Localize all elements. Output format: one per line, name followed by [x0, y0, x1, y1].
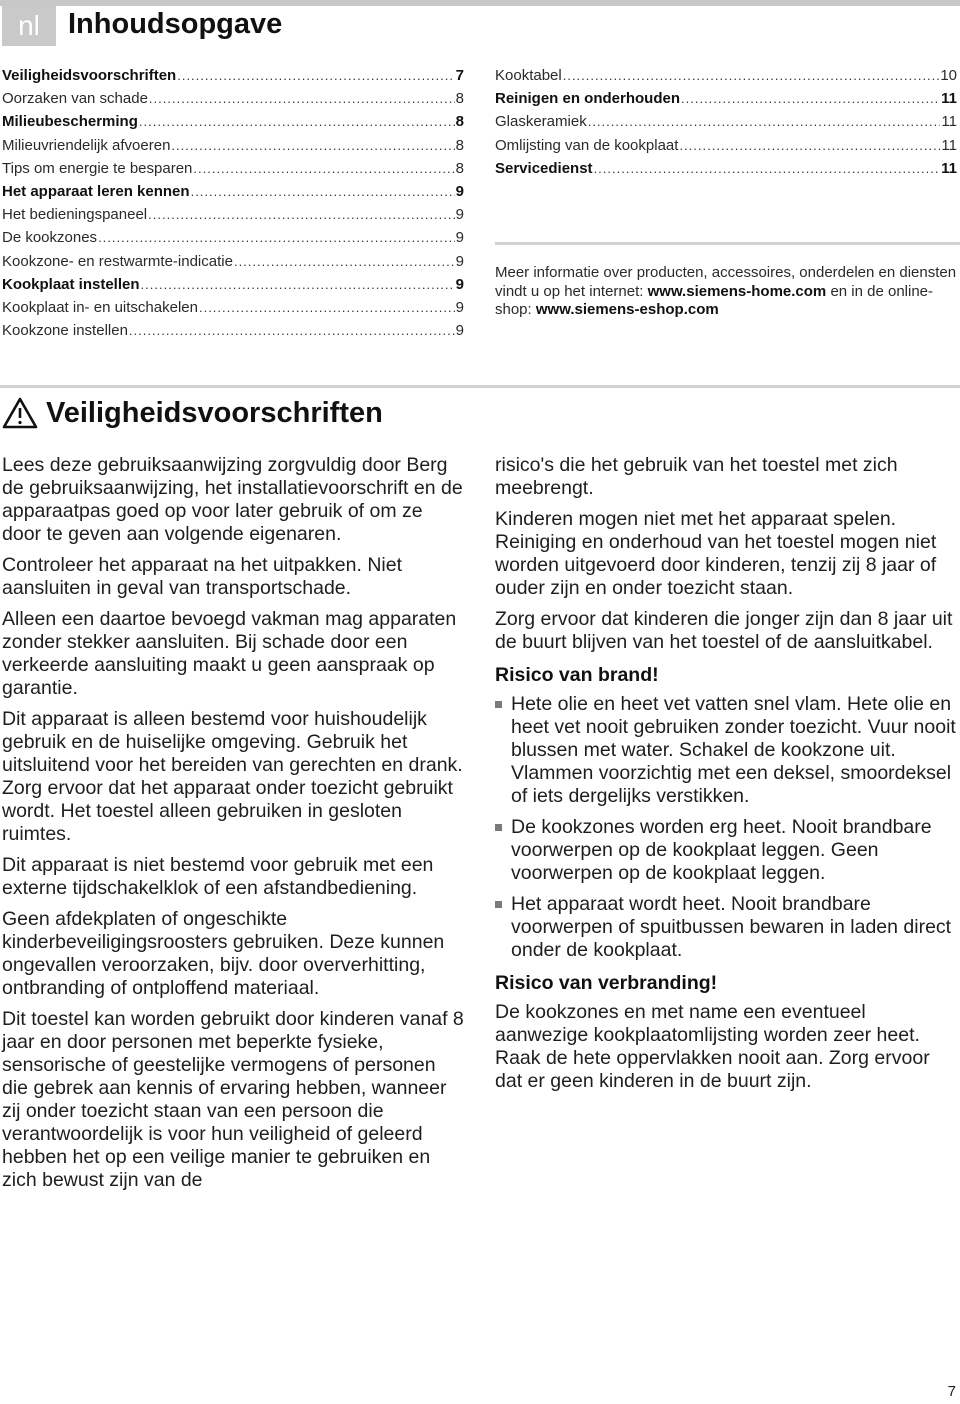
toc-entry-page: 9	[455, 229, 464, 247]
toc-entry[interactable]	[2, 180, 464, 203]
toc-entry-page: 11	[941, 90, 957, 108]
toc-leader-dots	[149, 87, 455, 110]
toc-entry-title: Kookzone- en restwarmte-indicatie	[2, 252, 233, 270]
toc-entry-page: 9	[455, 322, 464, 340]
safety-paragraph: Geen afdekplaten of ongeschikte kinderbeveiligingsroosters gebruiken. Deze kunnen ongevallen veroorzaken, bijv. door oververhitting, ontbranding of ontploffend materiaal.	[2, 908, 445, 999]
fire-risk-bullet	[495, 693, 957, 808]
language-badge: nl	[2, 6, 56, 46]
toc-entry-title: Milieubescherming	[2, 113, 138, 131]
siemens-home-link[interactable]: www.siemens-home.com	[647, 282, 827, 300]
toc-entry-page: 9	[455, 298, 464, 316]
toc-entry-page: 9	[455, 275, 464, 293]
toc-entry-title: Oorzaken van schade	[2, 90, 148, 108]
toc-leader-dots	[234, 250, 455, 273]
toc-leader-dots	[199, 296, 455, 319]
fire-risk-bullet-text: De kookzones worden erg heet. Nooit brandbare voorwerpen op de kookplaat leggen. Geen voorwerpen op de kookplaat leggen.	[511, 816, 932, 884]
toc-entry-page: 9	[455, 252, 464, 270]
bullet-square-icon	[495, 701, 502, 708]
more-info-intro: Meer informatie over producten, accessoires, onderdelen en diensten vindt u op het internet:	[495, 264, 957, 300]
toc-entry-page: 9	[455, 206, 464, 224]
safety-right-column	[495, 454, 957, 1101]
bullet-square-icon	[495, 901, 502, 908]
safety-left-column	[2, 454, 464, 1200]
toc-entry-title: De kookzones	[2, 229, 98, 247]
safety-paragraph: Dit apparaat is alleen bestemd voor huishoudelijk gebruik en de huiselijke omgeving. Gebruik het uitsluitend voor het bereiden van gerechten en drank. Zorg ervoor dat het apparaat onder toezicht gebruikt wordt. Het toestel alleen gebruiken in gesloten ruimtes.	[2, 708, 463, 845]
toc-entry-page: 7	[455, 67, 464, 84]
safety-paragraph: Controleer het apparaat na het uitpakken. Niet aansluiten in geval van transportschade.	[2, 554, 403, 599]
more-info-text	[495, 264, 957, 320]
toc-entry-page: 8	[455, 90, 464, 108]
toc-left-column	[2, 64, 464, 342]
fire-risk-bullet	[495, 816, 957, 885]
toc-entry[interactable]	[2, 64, 464, 87]
toc-entry-page: 8	[455, 113, 464, 131]
toc-entry-page: 9	[455, 182, 464, 200]
toc-entry[interactable]	[2, 226, 464, 249]
page-title: Inhoudsopgave	[68, 8, 283, 40]
toc-entry-title: Servicedienst	[495, 159, 593, 177]
toc-entry[interactable]	[2, 296, 464, 319]
burn-risk-heading: Risico van verbranding!	[495, 972, 718, 994]
fire-risk-bullet-text: Het apparaat wordt heet. Nooit brandbare voorwerpen of spuitbussen bewaren in laden direct onder de kookplaat.	[511, 893, 952, 961]
safety-paragraph: Alleen een daartoe bevoegd vakman mag apparaten zonder stekker aansluiten. Bij schade door een verkeerde aansluiting maakt u geen aanspraak op garantie.	[2, 608, 457, 699]
toc-entry[interactable]	[495, 110, 957, 133]
more-info-middle: en in de online-shop:	[495, 282, 934, 318]
fire-risk-bullet-text: Hete olie en heet vet vatten snel vlam. Hete olie en heet vet nooit gebruiken zonder toezicht. Vuur nooit blussen met water. Schakel de kookzone uit. Vlammen voorzichtig met een deksel, smoordeksel of iets dergelijks verstikken.	[511, 693, 956, 807]
toc-leader-dots	[141, 273, 455, 296]
burn-risk-paragraph: De kookzones en met name een eventueel aanwezige kookplaatomlijsting worden zeer heet. Raak de hete oppervlakken nooit aan. Zorg ervoor dat er geen kinderen in de buurt zijn.	[495, 1001, 930, 1092]
toc-entry-page: 11	[941, 136, 957, 154]
toc-leader-dots	[139, 110, 455, 133]
toc-entry-title: Het bedieningspaneel	[2, 206, 148, 224]
right-divider	[495, 242, 960, 245]
toc-leader-dots	[171, 134, 454, 157]
toc-leader-dots	[588, 110, 941, 133]
fire-risk-heading: Risico van brand!	[495, 664, 659, 686]
toc-entry-title: Tips om energie te besparen	[2, 159, 193, 177]
toc-entry[interactable]	[495, 87, 957, 110]
toc-leader-dots	[563, 64, 940, 87]
section-divider	[0, 385, 960, 388]
toc-entry[interactable]	[495, 64, 957, 87]
safety-paragraph: Lees deze gebruiksaanwijzing zorgvuldig door Berg de gebruiksaanwijzing, het installatievoorschrift en de apparaatpas goed op voor later gebruik of om ze door te geven aan volgende eigenaren.	[2, 454, 463, 545]
toc-entry[interactable]	[2, 110, 464, 133]
toc-entry-title: Veiligheidsvoorschriften	[2, 67, 177, 84]
toc-entry[interactable]	[2, 250, 464, 273]
toc-leader-dots	[191, 180, 455, 203]
safety-paragraph: Zorg ervoor dat kinderen die jonger zijn dan 8 jaar uit de buurt blijven van het toestel of de aansluitkabel.	[495, 608, 953, 653]
warning-triangle-icon	[2, 396, 38, 430]
toc-entry-title: Kookzone instellen	[2, 322, 128, 340]
section-heading-text: Veiligheidsvoorschriften	[46, 396, 383, 429]
safety-paragraph: Dit apparaat is niet bestemd voor gebruik met een externe tijdschakelklok of een afstandbediening.	[2, 854, 434, 899]
toc-entry-page: 11	[941, 113, 957, 131]
toc-leader-dots	[681, 87, 940, 110]
siemens-eshop-link[interactable]: www.siemens-eshop.com	[535, 301, 719, 318]
toc-entry-page: 11	[941, 159, 957, 177]
toc-leader-dots	[594, 157, 941, 180]
toc-entry[interactable]	[495, 157, 957, 180]
toc-leader-dots	[193, 157, 454, 180]
toc-entry-title: Kooktabel	[495, 67, 562, 84]
safety-paragraph: Dit toestel kan worden gebruikt door kinderen vanaf 8 jaar en door personen met beperkte fysieke, sensorische of geestelijke vermogens of personen die gebrek aan kennis of ervaring hebben, wanneer zij onder toezicht staan van een persoon die verantwoordelijk is voor hun veiligheid of geleerd hebben het op een veilige manier te gebruiken en zich bewust zijn van de	[2, 1008, 464, 1191]
toc-entry-title: Reinigen en onderhouden	[495, 90, 681, 108]
toc-entry[interactable]	[2, 203, 464, 226]
toc-leader-dots	[98, 226, 455, 249]
bullet-square-icon	[495, 824, 502, 831]
toc-entry-page: 8	[455, 159, 464, 177]
toc-entry-title: Kookplaat instellen	[2, 275, 140, 293]
toc-right-column	[495, 64, 957, 180]
toc-entry[interactable]	[2, 157, 464, 180]
safety-paragraph: Kinderen mogen niet met het apparaat spelen. Reiniging en onderhoud van het toestel mogen niet worden uitgevoerd door kinderen, tenzij zij 8 jaar of ouder zijn en onder toezicht staan.	[495, 508, 937, 599]
toc-entry-title: Omlijsting van de kookplaat	[495, 136, 679, 154]
section-heading	[2, 396, 383, 430]
toc-leader-dots	[129, 319, 455, 342]
toc-entry-title: Glaskeramiek	[495, 113, 587, 131]
toc-leader-dots	[177, 64, 454, 87]
toc-entry[interactable]	[2, 87, 464, 110]
toc-entry-page: 10	[940, 67, 957, 84]
toc-entry[interactable]	[2, 134, 464, 157]
fire-risk-bullet	[495, 893, 957, 962]
toc-entry-title: Kookplaat in- en uitschakelen	[2, 298, 198, 316]
toc-entry-page: 8	[455, 136, 464, 154]
page-number: 7	[947, 1383, 956, 1400]
toc-entry-title: Milieuvriendelijk afvoeren	[2, 136, 171, 154]
toc-entry[interactable]	[2, 273, 464, 296]
toc-entry[interactable]	[495, 134, 957, 157]
toc-leader-dots	[679, 134, 940, 157]
toc-leader-dots	[148, 203, 455, 226]
top-rule	[0, 0, 960, 6]
toc-entry-title: Het apparaat leren kennen	[2, 182, 190, 200]
toc-entry[interactable]	[2, 319, 464, 342]
safety-paragraph: risico's die het gebruik van het toestel met zich meebrengt.	[495, 454, 898, 499]
